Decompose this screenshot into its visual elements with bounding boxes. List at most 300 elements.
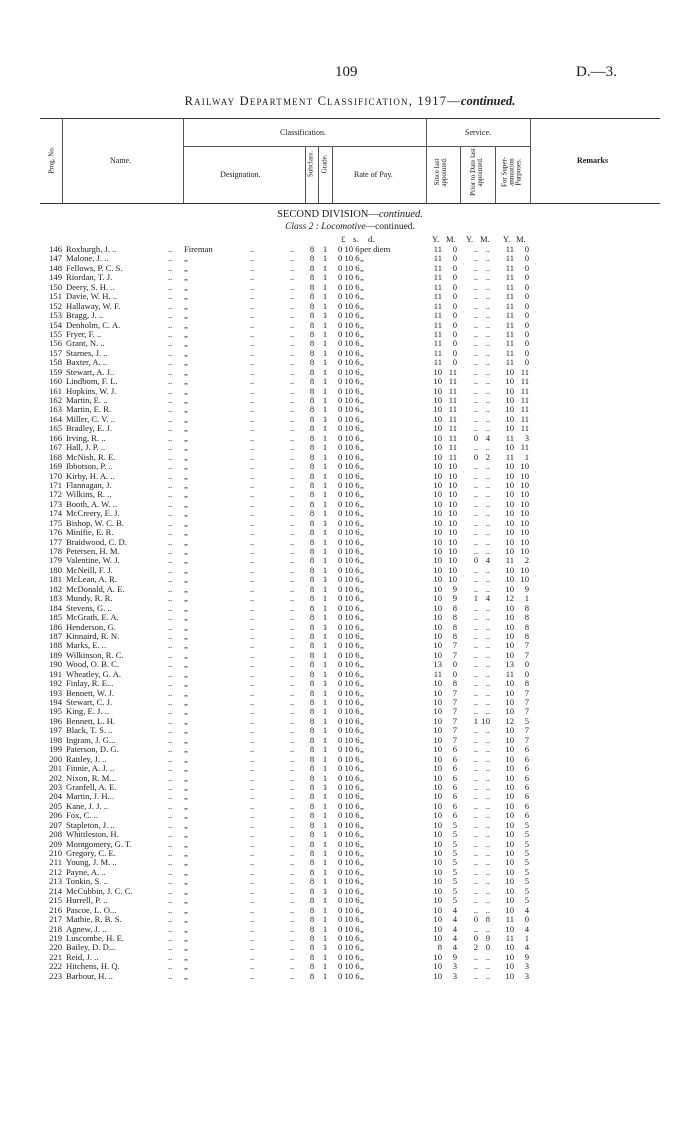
super-months: 1 <box>524 932 529 943</box>
prior-years: .. <box>473 753 478 764</box>
pay-period: „ <box>360 715 364 726</box>
prior-months: .. <box>485 904 490 915</box>
pay-period: „ <box>360 640 364 651</box>
grade: 1 <box>322 574 328 585</box>
subclass: 8 <box>309 517 315 528</box>
prior-months: .. <box>485 508 490 519</box>
rate-of-pay: 0 10 6 <box>338 819 360 830</box>
leader-dots: .. <box>168 593 173 604</box>
since-last-years: 10 <box>433 904 442 915</box>
grade: 1 <box>322 772 328 783</box>
pay-period: „ <box>360 668 364 679</box>
leader-dots: .. <box>168 781 173 792</box>
prior-months: .. <box>485 442 490 453</box>
super-months: 10 <box>520 564 529 575</box>
super-months: 7 <box>524 706 529 717</box>
grade: 1 <box>322 546 328 556</box>
employee-name: Davie, W. H. .. <box>66 291 118 302</box>
super-years: 10 <box>505 725 514 736</box>
pay-period: „ <box>360 451 364 462</box>
leader-dots: .. <box>250 319 255 330</box>
prior-years: .. <box>473 385 478 396</box>
designation: „ <box>184 479 188 490</box>
class-prefix: Class 2 : <box>285 222 319 232</box>
designation: „ <box>184 932 188 943</box>
prog-number: 205 <box>49 800 62 811</box>
grade: 1 <box>322 527 328 538</box>
since-last-months: 6 <box>452 753 457 764</box>
subclass: 8 <box>309 725 315 736</box>
leader-dots: .. <box>290 640 295 651</box>
designation: „ <box>184 668 188 679</box>
prior-months: .. <box>485 366 490 377</box>
prog-number: 172 <box>49 489 62 500</box>
super-years: 10 <box>505 527 514 538</box>
grade: 1 <box>322 923 328 934</box>
super-months: 0 <box>524 262 529 273</box>
employee-name: Granfell, A. E. <box>66 781 117 792</box>
leader-dots: .. <box>250 300 255 311</box>
leader-dots: .. <box>290 376 295 387</box>
designation: „ <box>184 970 188 981</box>
designation: „ <box>184 923 188 934</box>
super-months: 5 <box>524 829 529 840</box>
subclass: 8 <box>309 932 315 943</box>
prior-months: .. <box>485 262 490 273</box>
super-months: 6 <box>524 800 529 811</box>
super-years: 12 <box>505 715 514 726</box>
leader-dots: .. <box>250 706 255 717</box>
grade: 1 <box>322 300 328 311</box>
since-last-years: 10 <box>433 961 442 972</box>
employee-name: Kinnaird, R. N. <box>66 630 120 641</box>
designation: „ <box>184 272 188 283</box>
prog-number: 209 <box>49 838 62 849</box>
employee-name: Stewart, A. J.. <box>66 366 115 377</box>
rate-of-pay: 0 10 6 <box>338 612 360 623</box>
super-years: 11 <box>505 357 514 368</box>
designation: „ <box>184 697 188 707</box>
pay-period: „ <box>360 904 364 915</box>
section-title-continued: continued. <box>378 209 423 220</box>
employee-name: Wilkinson, R. C. <box>66 649 124 660</box>
prior-months: .. <box>485 498 490 509</box>
super-months: 5 <box>524 819 529 830</box>
prior-years: .. <box>473 253 478 264</box>
since-last-months: 0 <box>452 310 457 321</box>
employee-name: Montgomery, G. T. <box>66 838 132 849</box>
prior-years: .. <box>473 423 478 434</box>
super-years: 10 <box>505 970 514 981</box>
leader-dots: .. <box>250 725 255 736</box>
leader-dots: .. <box>290 602 295 613</box>
subclass: 8 <box>309 593 315 604</box>
leader-dots: .. <box>290 857 295 868</box>
prog-number: 215 <box>49 895 62 906</box>
prior-years: .. <box>473 404 478 415</box>
grade: 1 <box>322 583 328 594</box>
employee-name: Stewart, C. J. <box>66 697 113 707</box>
super-years: 10 <box>505 385 514 396</box>
rate-of-pay: 0 10 6 <box>338 810 360 821</box>
prior-months: .. <box>485 687 490 698</box>
prior-months: .. <box>485 630 490 641</box>
leader-dots: .. <box>168 668 173 679</box>
super-months: 7 <box>524 725 529 736</box>
leader-dots: .. <box>168 319 173 330</box>
since-last-years: 10 <box>433 621 442 632</box>
since-last-years: 10 <box>433 423 442 434</box>
subclass: 8 <box>309 819 315 830</box>
leader-dots: .. <box>290 866 295 877</box>
leader-dots: .. <box>250 583 255 594</box>
prog-number: 223 <box>49 970 62 981</box>
prior-months: .. <box>485 659 490 670</box>
header-classification: Classification. <box>280 128 326 137</box>
super-years: 10 <box>505 942 514 953</box>
prior-months: .. <box>485 413 490 424</box>
super-months: 6 <box>524 810 529 821</box>
leader-dots: .. <box>168 763 173 774</box>
rate-of-pay: 0 10 6 <box>338 338 360 349</box>
rate-of-pay: 0 10 6 <box>338 668 360 679</box>
leader-dots: .. <box>250 791 255 802</box>
leader-dots: .. <box>168 914 173 925</box>
grade: 1 <box>322 451 328 462</box>
prog-number: 163 <box>49 404 62 415</box>
super-months: 6 <box>524 791 529 802</box>
prog-number: 198 <box>49 734 62 745</box>
employee-name: Martin, E. R. <box>66 404 112 415</box>
header-for-super: For Super-annuation Purposes. <box>500 157 523 187</box>
employee-name: Henderson, G. <box>66 621 116 632</box>
pay-period: „ <box>360 725 364 736</box>
subclass: 8 <box>309 772 315 783</box>
since-last-months: 11 <box>448 423 457 434</box>
prog-number: 159 <box>49 366 62 377</box>
prior-months: .. <box>485 517 490 528</box>
leader-dots: .. <box>168 574 173 585</box>
prog-number: 201 <box>49 763 62 774</box>
grade: 1 <box>322 395 328 405</box>
grade: 1 <box>322 253 328 264</box>
since-last-years: 11 <box>433 347 442 358</box>
rate-of-pay: 0 10 6 <box>338 753 360 764</box>
pay-period: „ <box>360 423 364 434</box>
since-last-years: 10 <box>433 753 442 764</box>
prog-number: 194 <box>49 697 62 707</box>
rate-of-pay: 0 10 6 <box>338 857 360 868</box>
super-months: 6 <box>524 753 529 764</box>
since-last-years: 10 <box>433 640 442 651</box>
leader-dots: .. <box>250 564 255 575</box>
rate-of-pay: 0 10 6 <box>338 800 360 811</box>
leader-dots: .. <box>250 508 255 519</box>
subclass: 8 <box>309 838 315 849</box>
grade: 1 <box>322 866 328 877</box>
grade: 1 <box>322 432 328 443</box>
super-years: 10 <box>505 546 514 556</box>
prior-years: .. <box>473 763 478 774</box>
prior-months: .. <box>485 961 490 972</box>
rate-of-pay: 0 10 6 <box>338 706 360 717</box>
super-years: 10 <box>505 461 514 472</box>
prior-months: .. <box>485 546 490 556</box>
employee-name: Hallaway, W. F. <box>66 300 121 311</box>
leader-dots: .. <box>290 574 295 585</box>
grade: 1 <box>322 328 328 339</box>
subclass: 8 <box>309 659 315 670</box>
super-months: 2 <box>524 555 529 566</box>
leader-dots: .. <box>168 310 173 321</box>
since-last-months: 0 <box>452 659 457 670</box>
pay-period: „ <box>360 602 364 613</box>
grade: 1 <box>322 272 328 283</box>
class-line <box>0 222 700 232</box>
prior-months: .. <box>485 489 490 500</box>
designation: „ <box>184 310 188 321</box>
leader-dots: .. <box>168 697 173 707</box>
rate-of-pay: 0 10 6 <box>338 678 360 689</box>
employee-name: Bragg, J. .. <box>66 310 104 321</box>
rate-of-pay: 0 10 6 <box>338 583 360 594</box>
grade: 1 <box>322 951 328 962</box>
designation: „ <box>184 376 188 387</box>
prior-months: .. <box>485 376 490 387</box>
employee-name: Mathie, R. B. S. <box>66 914 122 925</box>
since-last-years: 10 <box>433 461 442 472</box>
prior-months: .. <box>485 763 490 774</box>
designation: „ <box>184 593 188 604</box>
since-last-years: 11 <box>433 281 442 292</box>
prog-number: 156 <box>49 338 62 349</box>
super-months: 11 <box>520 366 529 377</box>
subclass: 8 <box>309 970 315 981</box>
rate-of-pay: 0 10 6 <box>338 715 360 726</box>
designation: „ <box>184 489 188 500</box>
prog-number: 189 <box>49 649 62 660</box>
since-last-years: 10 <box>433 697 442 707</box>
pay-period: „ <box>360 800 364 811</box>
employee-name: Young, J. M. .. <box>66 857 117 868</box>
since-last-years: 11 <box>433 310 442 321</box>
since-last-years: 10 <box>433 895 442 906</box>
since-last-months: 4 <box>452 932 457 943</box>
leader-dots: .. <box>250 612 255 623</box>
leader-dots: .. <box>250 498 255 509</box>
employee-name: Bishop, W. C. B. <box>66 517 125 528</box>
prior-years: .. <box>473 706 478 717</box>
leader-dots: .. <box>250 734 255 745</box>
super-years: 13 <box>505 659 514 670</box>
leader-dots: .. <box>168 262 173 273</box>
leader-dots: .. <box>250 810 255 821</box>
leader-dots: .. <box>168 885 173 896</box>
prior-months: .. <box>485 612 490 623</box>
prior-years: .. <box>473 357 478 368</box>
subclass: 8 <box>309 489 315 500</box>
subclass: 8 <box>309 621 315 632</box>
subclass: 8 <box>309 781 315 792</box>
pay-period: „ <box>360 395 364 405</box>
rate-of-pay: 0 10 6 <box>338 781 360 792</box>
prior-years: .. <box>473 300 478 311</box>
since-last-months: 10 <box>448 498 457 509</box>
pay-period: „ <box>360 376 364 387</box>
designation: „ <box>184 876 188 887</box>
grade: 1 <box>322 602 328 613</box>
since-last-months: 7 <box>452 649 457 660</box>
leader-dots: .. <box>250 395 255 405</box>
since-last-years: 11 <box>433 244 442 254</box>
rate-of-pay: 0 10 6 <box>338 640 360 651</box>
leader-dots: .. <box>250 385 255 396</box>
header-divider <box>495 146 496 203</box>
prog-number: 202 <box>49 772 62 783</box>
pay-period: „ <box>360 932 364 943</box>
grade: 1 <box>322 970 328 981</box>
employee-name: McDonald, A. E. <box>66 583 125 594</box>
leader-dots: .. <box>168 546 173 556</box>
employee-name: Wood, O. B. C. <box>66 659 120 670</box>
leader-dots: .. <box>168 621 173 632</box>
pay-period: „ <box>360 319 364 330</box>
super-years: 11 <box>505 914 514 925</box>
rate-of-pay: 0 10 6 <box>338 347 360 358</box>
super-years: 11 <box>505 319 514 330</box>
prog-number: 152 <box>49 300 62 311</box>
since-last-months: 0 <box>452 328 457 339</box>
header-service: Service. <box>465 128 491 137</box>
pay-period: „ <box>360 347 364 358</box>
prior-years: .. <box>473 527 478 538</box>
pay-period: „ <box>360 630 364 641</box>
grade: 1 <box>322 904 328 915</box>
prior-months: .. <box>485 734 490 745</box>
super-years: 10 <box>505 838 514 849</box>
leader-dots: .. <box>250 630 255 641</box>
since-last-years: 10 <box>433 800 442 811</box>
leader-dots: .. <box>168 659 173 670</box>
pay-period: „ <box>360 838 364 849</box>
leader-dots: .. <box>290 649 295 660</box>
rate-of-pay: 0 10 6 <box>338 451 360 462</box>
rate-of-pay: 0 10 6 <box>338 536 360 547</box>
rate-of-pay: 0 10 6 <box>338 923 360 934</box>
super-months: 11 <box>520 442 529 453</box>
since-last-years: 10 <box>433 706 442 717</box>
leader-dots: .. <box>290 800 295 811</box>
prog-number: 222 <box>49 961 62 972</box>
leader-dots: .. <box>250 489 255 500</box>
rate-of-pay: 0 10 6 <box>338 357 360 368</box>
since-last-years: 11 <box>433 253 442 264</box>
subclass: 8 <box>309 734 315 745</box>
leader-dots: .. <box>290 244 295 254</box>
leader-dots: .. <box>290 328 295 339</box>
rate-of-pay: 0 10 6 <box>338 413 360 424</box>
grade: 1 <box>322 517 328 528</box>
since-last-years: 10 <box>433 951 442 962</box>
prog-number: 214 <box>49 885 62 896</box>
prior-months: .. <box>485 404 490 415</box>
since-last-years: 10 <box>433 885 442 896</box>
super-years: 10 <box>505 734 514 745</box>
prior-years: .. <box>473 347 478 358</box>
super-years: 10 <box>505 857 514 868</box>
leader-dots: .. <box>168 347 173 358</box>
subclass: 8 <box>309 923 315 934</box>
prog-number: 170 <box>49 470 62 481</box>
header-name: Name. <box>110 156 132 165</box>
pay-period: „ <box>360 310 364 321</box>
leader-dots: .. <box>168 687 173 698</box>
header-grade: Grade. <box>320 154 329 174</box>
leader-dots: .. <box>290 715 295 726</box>
staff-table-body <box>0 245 700 981</box>
prior-months: .. <box>485 725 490 736</box>
leader-dots: .. <box>250 942 255 953</box>
rate-of-pay: 0 10 6 <box>338 291 360 302</box>
prog-number: 166 <box>49 432 62 443</box>
prog-number: 179 <box>49 555 62 566</box>
leader-dots: .. <box>290 404 295 415</box>
leader-dots: .. <box>250 253 255 264</box>
rate-of-pay: 0 10 6 <box>338 442 360 453</box>
prior-months: 4 <box>485 432 490 443</box>
leader-dots: .. <box>290 461 295 472</box>
since-last-months: 6 <box>452 772 457 783</box>
subclass: 8 <box>309 904 315 915</box>
pay-period: „ <box>360 272 364 283</box>
prior-months: .. <box>485 951 490 962</box>
leader-dots: .. <box>250 838 255 849</box>
prog-number: 173 <box>49 498 62 509</box>
designation: „ <box>184 517 188 528</box>
grade: 1 <box>322 725 328 736</box>
prog-number: 199 <box>49 744 62 755</box>
pay-period: „ <box>360 706 364 717</box>
grade: 1 <box>322 961 328 972</box>
leader-dots: .. <box>290 593 295 604</box>
prior-years: .. <box>473 640 478 651</box>
since-last-years: 11 <box>433 319 442 330</box>
super-years: 10 <box>505 772 514 783</box>
prior-years: .. <box>473 895 478 906</box>
pay-period: „ <box>360 621 364 632</box>
employee-name: Denholm, C. A. <box>66 319 121 330</box>
prior-years: .. <box>473 461 478 472</box>
leader-dots: .. <box>290 687 295 698</box>
grade: 1 <box>322 612 328 623</box>
prog-number: 200 <box>49 753 62 764</box>
title-continued: continued. <box>460 94 516 108</box>
leader-dots: .. <box>290 810 295 821</box>
grade: 1 <box>322 687 328 698</box>
subclass: 8 <box>309 564 315 575</box>
since-last-months: 11 <box>448 432 457 443</box>
prog-number: 196 <box>49 715 62 726</box>
designation: „ <box>184 366 188 377</box>
subclass: 8 <box>309 291 315 302</box>
rate-of-pay: 0 10 6 <box>338 272 360 283</box>
designation: „ <box>184 895 188 906</box>
since-last-years: 10 <box>433 546 442 556</box>
leader-dots: .. <box>250 347 255 358</box>
super-months: 1 <box>524 451 529 462</box>
pay-period: „ <box>360 253 364 264</box>
rate-of-pay: 0 10 6 <box>338 829 360 840</box>
